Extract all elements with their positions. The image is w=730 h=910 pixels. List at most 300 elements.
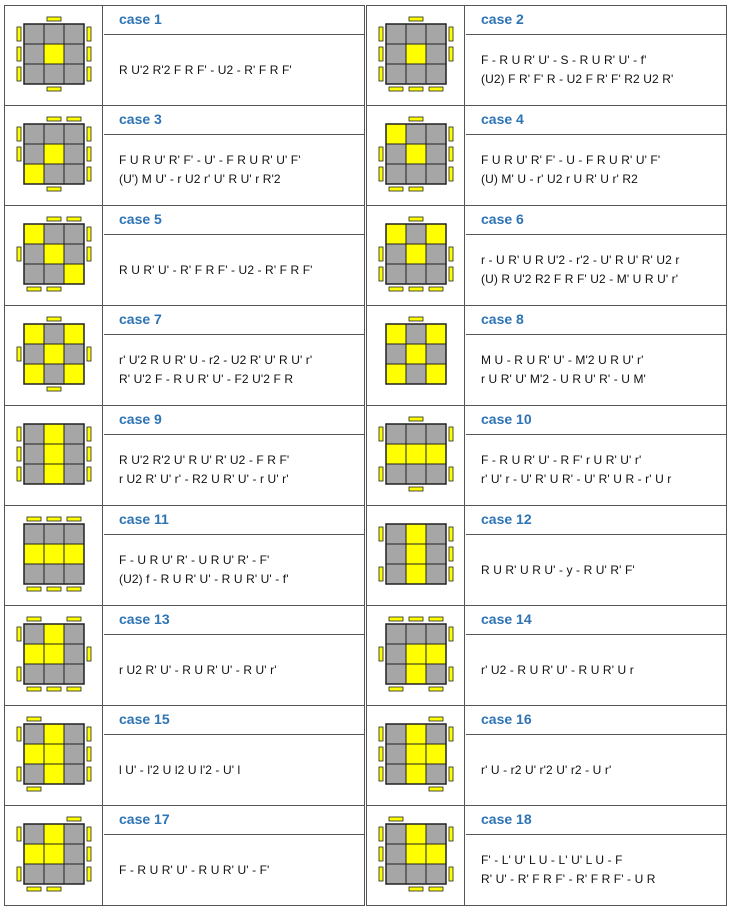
sticker <box>64 644 84 664</box>
side-sticker-top <box>409 217 423 221</box>
cube-top-face-diagram <box>5 206 103 306</box>
sticker <box>426 664 446 684</box>
side-sticker-right <box>449 827 453 841</box>
sticker <box>64 124 84 144</box>
side-sticker-left <box>379 747 383 761</box>
sticker <box>44 364 64 384</box>
sticker <box>386 664 406 684</box>
oll-case-table <box>4 5 727 907</box>
side-sticker-right <box>449 867 453 881</box>
case-title: case 16 <box>466 706 726 735</box>
side-sticker-right <box>449 27 453 41</box>
algorithm-line: r' U2 - R U R' U' - R U R' U r <box>481 662 634 677</box>
algorithm-line: r' U' r - U' R' U R' - U' R' U R - r' U r <box>481 472 672 486</box>
side-sticker-right <box>87 827 91 841</box>
case-15 <box>4 705 365 806</box>
sticker <box>44 124 64 144</box>
case-10 <box>366 405 727 506</box>
case-title: case 3 <box>104 106 364 135</box>
case-4 <box>366 105 727 206</box>
sticker <box>406 764 426 784</box>
case-algorithms <box>466 735 726 805</box>
algorithm-line: M U - R U R' U' - M'2 U R U' r' <box>481 353 644 367</box>
side-sticker-right <box>87 447 91 461</box>
sticker <box>426 824 446 844</box>
case-diagram <box>367 606 465 705</box>
case-13 <box>4 605 365 706</box>
sticker <box>406 344 426 364</box>
case-14 <box>366 605 727 706</box>
case-algorithms <box>466 635 726 705</box>
case-title: case 2 <box>466 6 726 35</box>
case-diagram <box>5 306 103 405</box>
algorithm-line: r - U R' U R U'2 - r'2 - U' R U' R' U2 r <box>481 253 680 267</box>
sticker <box>24 244 44 264</box>
case-algorithms <box>466 435 726 505</box>
side-sticker-left <box>17 247 21 261</box>
side-sticker-top <box>67 617 81 621</box>
side-sticker-bottom <box>47 387 61 391</box>
sticker <box>44 324 64 344</box>
sticker <box>386 544 406 564</box>
side-sticker-top <box>389 617 403 621</box>
algorithm-line: r U2 R' U' r' - R2 U R' U' - r U' r' <box>119 472 289 486</box>
case-6 <box>366 205 727 306</box>
case-diagram <box>367 6 465 105</box>
sticker <box>406 624 426 644</box>
side-sticker-bottom <box>47 287 61 291</box>
case-12 <box>366 505 727 606</box>
side-sticker-bottom <box>47 187 61 191</box>
sticker <box>64 364 84 384</box>
algorithm-line: R U R' U' - R' F R F' - U2 - R' F R F' <box>119 262 313 277</box>
side-sticker-bottom <box>429 787 443 791</box>
side-sticker-bottom <box>47 687 61 691</box>
sticker <box>44 624 64 644</box>
sticker <box>24 524 44 544</box>
side-sticker-top <box>27 617 41 621</box>
sticker <box>426 864 446 884</box>
sticker <box>426 544 446 564</box>
side-sticker-right <box>449 527 453 541</box>
cube-top-face-diagram <box>5 806 103 906</box>
sticker <box>406 724 426 744</box>
sticker <box>386 444 406 464</box>
side-sticker-bottom <box>27 787 41 791</box>
sticker <box>426 44 446 64</box>
sticker <box>426 124 446 144</box>
side-sticker-bottom <box>47 87 61 91</box>
case-algorithms <box>104 135 364 205</box>
sticker <box>64 464 84 484</box>
side-sticker-top <box>47 517 61 521</box>
sticker <box>24 444 44 464</box>
algorithm-line: l U' - l'2 U l2 U l'2 - U' l <box>119 762 241 777</box>
case-algorithms <box>104 635 364 705</box>
cube-top-face-diagram <box>367 306 465 406</box>
side-sticker-right <box>87 467 91 481</box>
sticker <box>64 324 84 344</box>
sticker <box>44 644 64 664</box>
side-sticker-top <box>67 517 81 521</box>
sticker <box>64 144 84 164</box>
case-2 <box>366 5 727 106</box>
side-sticker-left <box>379 267 383 281</box>
case-diagram <box>367 506 465 605</box>
sticker <box>406 864 426 884</box>
side-sticker-bottom <box>47 887 61 891</box>
sticker <box>44 744 64 764</box>
sticker <box>44 844 64 864</box>
algorithm-line: R' U' - R' F R F' - R' F R F' - U R <box>481 872 656 886</box>
side-sticker-top <box>429 717 443 721</box>
case-diagram <box>5 106 103 205</box>
sticker <box>44 44 64 64</box>
case-diagram <box>367 406 465 505</box>
case-title: case 15 <box>104 706 364 735</box>
side-sticker-right <box>87 167 91 181</box>
side-sticker-right <box>449 47 453 61</box>
case-algorithms <box>466 135 726 205</box>
side-sticker-bottom <box>27 587 41 591</box>
case-diagram <box>367 706 465 805</box>
sticker <box>386 464 406 484</box>
sticker <box>64 264 84 284</box>
sticker <box>24 164 44 184</box>
side-sticker-bottom <box>429 887 443 891</box>
case-algorithms <box>466 535 726 605</box>
sticker <box>406 44 426 64</box>
side-sticker-left <box>379 167 383 181</box>
case-diagram <box>367 806 465 905</box>
side-sticker-right <box>449 627 453 641</box>
sticker <box>24 64 44 84</box>
sticker <box>386 64 406 84</box>
sticker <box>64 444 84 464</box>
case-diagram <box>5 606 103 705</box>
side-sticker-left <box>17 147 21 161</box>
sticker <box>426 444 446 464</box>
sticker <box>406 124 426 144</box>
side-sticker-right <box>449 667 453 681</box>
side-sticker-left <box>17 127 21 141</box>
side-sticker-right <box>449 127 453 141</box>
sticker <box>426 364 446 384</box>
side-sticker-bottom <box>47 587 61 591</box>
case-title: case 4 <box>466 106 726 135</box>
sticker <box>386 224 406 244</box>
side-sticker-right <box>449 427 453 441</box>
sticker <box>24 44 44 64</box>
case-algorithms <box>104 735 364 805</box>
sticker <box>386 844 406 864</box>
algorithm-line: r U2 R' U' - R U R' U' - R U' r' <box>119 662 277 677</box>
sticker <box>24 124 44 144</box>
side-sticker-bottom <box>27 687 41 691</box>
side-sticker-top <box>67 117 81 121</box>
sticker <box>386 24 406 44</box>
side-sticker-bottom <box>389 87 403 91</box>
side-sticker-bottom <box>429 87 443 91</box>
sticker <box>426 324 446 344</box>
case-title: case 13 <box>104 606 364 635</box>
sticker <box>44 824 64 844</box>
side-sticker-right <box>449 167 453 181</box>
side-sticker-top <box>67 817 81 821</box>
cube-top-face-diagram <box>5 406 103 506</box>
sticker <box>24 324 44 344</box>
sticker <box>406 244 426 264</box>
sticker <box>406 264 426 284</box>
sticker <box>426 244 446 264</box>
sticker <box>386 524 406 544</box>
sticker <box>406 744 426 764</box>
algorithm-line: F U R U' R' F' - U' - F R U R' U' F' <box>119 153 301 167</box>
sticker <box>44 544 64 564</box>
sticker <box>64 44 84 64</box>
side-sticker-left <box>379 527 383 541</box>
case-title: case 12 <box>466 506 726 535</box>
side-sticker-left <box>379 567 383 581</box>
sticker <box>406 564 426 584</box>
sticker <box>44 564 64 584</box>
case-algorithms <box>466 835 726 905</box>
case-title: case 5 <box>104 206 364 235</box>
sticker <box>406 324 426 344</box>
algorithm-line: F' - L' U' L U - L' U' L U - F <box>481 853 623 867</box>
algorithm-line: F - R U R' U' - R F' r U R' U' r' <box>481 453 642 467</box>
sticker <box>406 444 426 464</box>
cube-top-face-diagram <box>367 6 465 106</box>
sticker <box>386 724 406 744</box>
side-sticker-bottom <box>409 887 423 891</box>
case-title: case 14 <box>466 606 726 635</box>
case-title: case 11 <box>104 506 364 535</box>
case-title: case 10 <box>466 406 726 435</box>
sticker <box>44 664 64 684</box>
side-sticker-left <box>17 627 21 641</box>
sticker <box>44 444 64 464</box>
sticker <box>406 524 426 544</box>
side-sticker-left <box>17 867 21 881</box>
side-sticker-bottom <box>429 287 443 291</box>
side-sticker-right <box>87 67 91 81</box>
cube-top-face-diagram <box>5 306 103 406</box>
sticker <box>24 744 44 764</box>
side-sticker-top <box>67 217 81 221</box>
sticker <box>386 164 406 184</box>
case-11 <box>4 505 365 606</box>
sticker <box>44 244 64 264</box>
algorithm-line: F U R U' R' F' - U - F R U R' U' F' <box>481 153 661 167</box>
sticker <box>426 144 446 164</box>
case-algorithms <box>104 335 364 405</box>
side-sticker-right <box>87 847 91 861</box>
sticker <box>24 664 44 684</box>
side-sticker-right <box>87 247 91 261</box>
cube-top-face-diagram <box>367 606 465 706</box>
case-1 <box>4 5 365 106</box>
side-sticker-left <box>17 347 21 361</box>
side-sticker-top <box>409 617 423 621</box>
sticker <box>426 644 446 664</box>
sticker <box>386 364 406 384</box>
sticker <box>426 724 446 744</box>
side-sticker-left <box>379 27 383 41</box>
side-sticker-right <box>87 147 91 161</box>
case-title: case 8 <box>466 306 726 335</box>
side-sticker-left <box>379 47 383 61</box>
sticker <box>44 164 64 184</box>
sticker <box>406 544 426 564</box>
side-sticker-right <box>449 767 453 781</box>
case-7 <box>4 305 365 406</box>
sticker <box>64 564 84 584</box>
sticker <box>64 664 84 684</box>
side-sticker-bottom <box>389 687 403 691</box>
sticker <box>426 624 446 644</box>
sticker <box>24 364 44 384</box>
sticker <box>386 764 406 784</box>
side-sticker-left <box>379 147 383 161</box>
algorithm-line: r U R' U' M'2 - U R U' R' - U M' <box>481 372 646 386</box>
sticker <box>24 544 44 564</box>
sticker <box>24 264 44 284</box>
cube-top-face-diagram <box>367 506 465 606</box>
case-algorithms <box>466 335 726 405</box>
sticker <box>386 144 406 164</box>
sticker <box>64 164 84 184</box>
cube-top-face-diagram <box>5 606 103 706</box>
sticker <box>24 624 44 644</box>
sticker <box>64 624 84 644</box>
sticker <box>44 64 64 84</box>
sticker <box>44 424 64 444</box>
side-sticker-top <box>409 117 423 121</box>
sticker <box>64 724 84 744</box>
case-9 <box>4 405 365 506</box>
sticker <box>406 644 426 664</box>
sticker <box>24 724 44 744</box>
sticker <box>64 344 84 364</box>
case-18 <box>366 805 727 906</box>
side-sticker-top <box>27 717 41 721</box>
sticker <box>44 264 64 284</box>
algorithm-line: R U R' U R U' - y - R U' R' F' <box>481 562 635 577</box>
case-diagram <box>367 106 465 205</box>
sticker <box>64 744 84 764</box>
sticker <box>64 844 84 864</box>
case-title: case 17 <box>104 806 364 835</box>
case-algorithms <box>104 435 364 505</box>
cube-top-face-diagram <box>5 106 103 206</box>
sticker <box>406 64 426 84</box>
sticker <box>386 624 406 644</box>
sticker <box>24 464 44 484</box>
side-sticker-bottom <box>27 287 41 291</box>
sticker <box>406 224 426 244</box>
sticker <box>24 24 44 44</box>
sticker <box>24 844 44 864</box>
side-sticker-right <box>87 727 91 741</box>
algorithm-line: (U) M' U - r' U2 r U R' U r' R2 <box>481 172 638 186</box>
cube-top-face-diagram <box>367 406 465 506</box>
sticker <box>44 144 64 164</box>
sticker <box>386 264 406 284</box>
sticker <box>386 824 406 844</box>
sticker <box>24 144 44 164</box>
case-diagram <box>367 306 465 405</box>
sticker <box>426 264 446 284</box>
sticker <box>386 44 406 64</box>
side-sticker-left <box>379 867 383 881</box>
side-sticker-top <box>47 217 61 221</box>
side-sticker-left <box>379 727 383 741</box>
sticker <box>426 764 446 784</box>
side-sticker-right <box>87 647 91 661</box>
side-sticker-top <box>429 617 443 621</box>
side-sticker-left <box>17 447 21 461</box>
sticker <box>44 344 64 364</box>
sticker <box>64 424 84 444</box>
side-sticker-left <box>17 67 21 81</box>
side-sticker-bottom <box>67 687 81 691</box>
side-sticker-right <box>449 147 453 161</box>
side-sticker-bottom <box>409 187 423 191</box>
side-sticker-top <box>27 517 41 521</box>
cube-top-face-diagram <box>367 106 465 206</box>
case-diagram <box>5 6 103 105</box>
algorithm-line: (U') M U' - r U2 r' U' R U' r R'2 <box>119 172 281 186</box>
sticker <box>426 464 446 484</box>
case-algorithms <box>466 35 726 105</box>
side-sticker-top <box>409 417 423 421</box>
case-17 <box>4 805 365 906</box>
case-diagram <box>5 506 103 605</box>
algorithm-line: F - R U R' U' - R U R' U' - F' <box>119 862 270 877</box>
case-8 <box>366 305 727 406</box>
side-sticker-bottom <box>409 87 423 91</box>
case-3 <box>4 105 365 206</box>
algorithm-line: r' U - r2 U' r'2 U' r2 - U r' <box>481 762 612 777</box>
side-sticker-left <box>379 427 383 441</box>
sticker <box>44 24 64 44</box>
sticker <box>406 664 426 684</box>
sticker <box>44 224 64 244</box>
sticker <box>44 524 64 544</box>
side-sticker-right <box>87 427 91 441</box>
side-sticker-right <box>449 247 453 261</box>
side-sticker-left <box>17 427 21 441</box>
sticker <box>24 824 44 844</box>
sticker <box>44 464 64 484</box>
case-title: case 18 <box>466 806 726 835</box>
side-sticker-right <box>449 547 453 561</box>
algorithm-line: F - R U R' U' - S - R U R' U' - f' <box>481 53 647 67</box>
algorithm-line: r' U'2 R U R' U - r2 - U2 R' U' R U' r' <box>119 353 313 367</box>
side-sticker-bottom <box>409 487 423 491</box>
side-sticker-bottom <box>409 287 423 291</box>
side-sticker-right <box>87 27 91 41</box>
algorithm-line: (U2) f - R U R' U' - R U R' U' - f' <box>119 572 289 586</box>
side-sticker-left <box>17 27 21 41</box>
sticker <box>386 244 406 264</box>
algorithm-line: R U'2 R'2 F R F' - U2 - R' F R F' <box>119 62 292 77</box>
sticker <box>24 864 44 884</box>
side-sticker-left <box>379 647 383 661</box>
sticker <box>64 544 84 564</box>
case-algorithms <box>104 235 364 305</box>
